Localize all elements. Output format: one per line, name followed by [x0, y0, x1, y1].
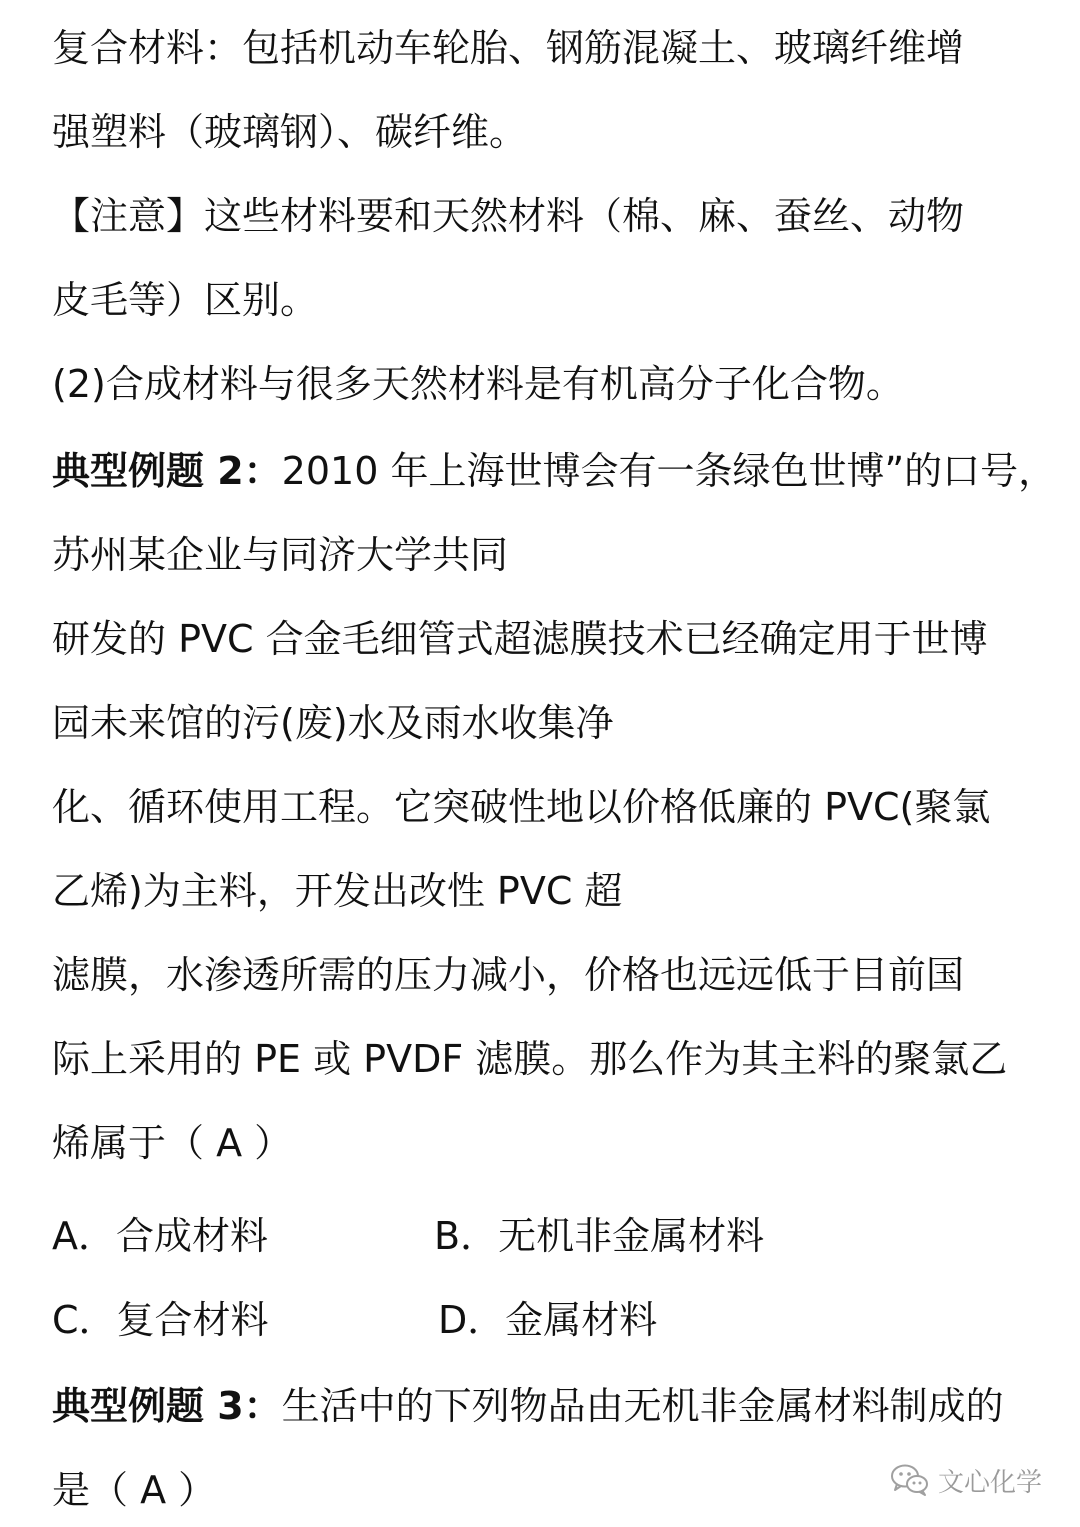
watermark-text: 文心化学 — [938, 1467, 1043, 1498]
text-line: 【注意】这些材料要和天然材料（棉、麻、蚕丝、动物 — [52, 194, 965, 238]
option-a: A．合成材料 — [52, 1214, 268, 1258]
example-2-first-line — [52, 441, 1056, 501]
text-line: 园未来馆的污(废)水及雨水收集净 — [52, 701, 614, 745]
text-line: 烯属于（ A ） — [52, 1121, 293, 1165]
text-line: 际上采用的 PE 或 PVDF 滤膜。那么作为其主料的聚氯乙 — [52, 1037, 1008, 1081]
option-c: C．复合材料 — [52, 1298, 269, 1342]
example-2-text: 2010 年上海世博会有一条绿色世博”的口号， — [281, 449, 1057, 493]
text-line: 乙烯)为主料，开发出改性 PVC 超 — [52, 869, 623, 913]
text-line: 皮毛等）区别。 — [52, 278, 319, 322]
text-line: 复合材料：包括机动车轮胎、钢筋混凝土、玻璃纤维增 — [52, 26, 965, 70]
option-d: D．金属材料 — [438, 1298, 658, 1342]
example-2-label: 典型例题 2： — [52, 449, 282, 493]
text-line: 强塑料（玻璃钢）、碳纤维。 — [52, 110, 528, 154]
example-3-first-line — [52, 1376, 1004, 1436]
watermark — [890, 1458, 1042, 1502]
text-line: (2)合成材料与很多天然材料是有机高分子化合物。 — [52, 362, 904, 406]
text-line: 滤膜，水渗透所需的压力减小，价格也远远低于目前国 — [52, 953, 965, 997]
text-line: 苏州某企业与同济大学共同 — [52, 533, 509, 577]
text-line: 研发的 PVC 合金毛细管式超滤膜技术已经确定用于世博 — [52, 617, 988, 661]
example-3-text: 生活中的下列物品由无机非金属材料制成的 — [281, 1384, 1004, 1428]
option-b: B．无机非金属材料 — [434, 1214, 765, 1258]
wechat-icon — [890, 1463, 930, 1497]
text-line: 是（ A ） — [52, 1468, 217, 1512]
example-3-label: 典型例题 3： — [52, 1384, 282, 1428]
text-line: 化、循环使用工程。它突破性地以价格低廉的 PVC(聚氯 — [52, 785, 991, 829]
